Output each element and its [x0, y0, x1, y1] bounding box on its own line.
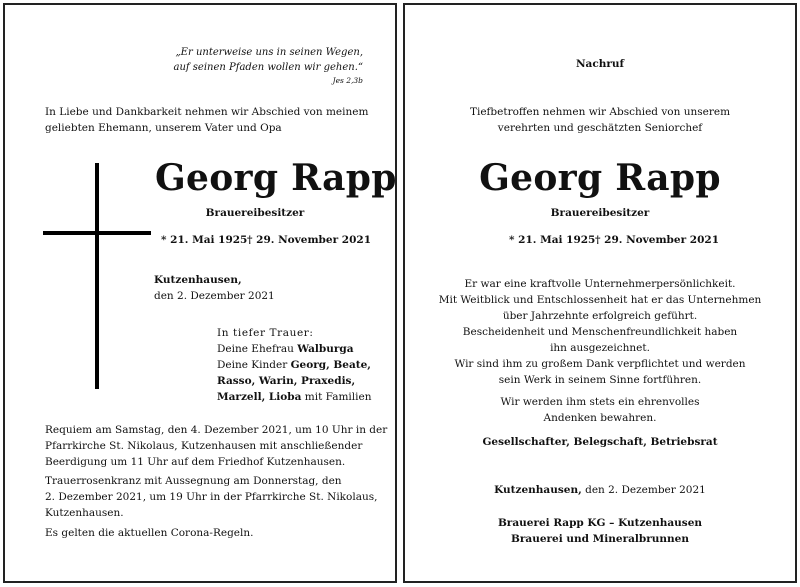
birth-date: * 21. Mai 1925 — [161, 234, 248, 246]
cross-icon — [95, 163, 99, 389]
intro-line: In Liebe und Dankbarkeit nehmen wir Abschied von meinem — [45, 106, 369, 118]
heading: Nachruf — [575, 58, 625, 70]
intro-text: Tiefbetroffen nehmen wir Abschied von unserem verehrten und geschätzten Seniorchef — [469, 106, 731, 134]
corona-notice: Es gelten die aktuellen Corona-Regeln. — [45, 527, 254, 539]
birth-date: * 21. Mai 1925 — [509, 234, 596, 246]
signers: Gesellschafter, Belegschaft, Betriebsrat — [482, 436, 718, 448]
mourner-children: Marzell, Lioba mit Familien — [217, 391, 372, 403]
death-date: † 29. November 2021 — [247, 234, 371, 246]
mourning-heading: In tiefer Trauer: — [217, 327, 314, 339]
intro-line: geliebten Ehemann, unserem Vater und Opa — [45, 122, 282, 134]
mourner-children: Rasso, Warin, Praxedis, — [217, 375, 356, 387]
quote-line: auf seinen Pfaden wollen wir gehen.“ — [173, 62, 363, 73]
quote-source: Jes 2,3b — [332, 76, 363, 85]
date: den 2. Dezember 2021 — [154, 290, 275, 302]
place: Kutzenhausen, — [154, 274, 242, 286]
place-date — [154, 272, 275, 304]
death-date: † 29. November 2021 — [595, 234, 719, 246]
obituary-family-notice — [3, 3, 397, 583]
company-name: Brauerei Rapp KG – Kutzenhausen Brauerei und Mineralbrunnen — [497, 517, 703, 545]
obituary-company-notice — [403, 3, 797, 583]
requiem-info: Requiem am Samstag, den 4. Dezember 2021, um 10 Uhr in der Pfarrkirche St. Nikolaus, Kutzenhausen mit anschließender Beerdigung um 11 Uhr auf dem Friedhof Kutzenhausen. — [45, 424, 388, 468]
deceased-name: Georg Rapp — [155, 157, 397, 199]
cross-icon-bar — [43, 231, 151, 235]
bible-quote — [155, 45, 363, 87]
profession: Brauereibesitzer — [205, 207, 305, 219]
place-date: Kutzenhausen, den 2. Dezember 2021 — [494, 484, 706, 496]
memory-text: Wir werden ihm stets ein ehrenvolles Andenken bewahren. — [500, 396, 700, 424]
mourner-wife: Deine Ehefrau Walburga — [217, 343, 354, 355]
intro-text — [45, 104, 385, 136]
tribute-text: Er war eine kraftvolle Unternehmerpersönlichkeit. Mit Weitblick und Entschlossenheit hat er das Unternehmen über Jahrzehnte erfolgreich geführt. Bescheidenheit und Menschenfreundlichkeit haben ihn ausgezeichnet. Wir sind ihm zu großem Dank verpflichtet und werden sein Werk in seinem Sinne fortführen. — [438, 278, 762, 386]
mourners — [217, 325, 387, 405]
deceased-name: Georg Rapp — [479, 157, 721, 199]
quote-line: „Er unterweise uns in seinen Wegen, — [175, 47, 363, 58]
profession: Brauereibesitzer — [550, 207, 650, 219]
rosary-info: Trauerrosenkranz mit Aussegnung am Donnerstag, den 2. Dezember 2021, um 19 Uhr in der Pfarrkirche St. Nikolaus, Kutzenhausen. — [45, 475, 378, 519]
mourner-children: Deine Kinder Georg, Beate, — [217, 359, 371, 371]
